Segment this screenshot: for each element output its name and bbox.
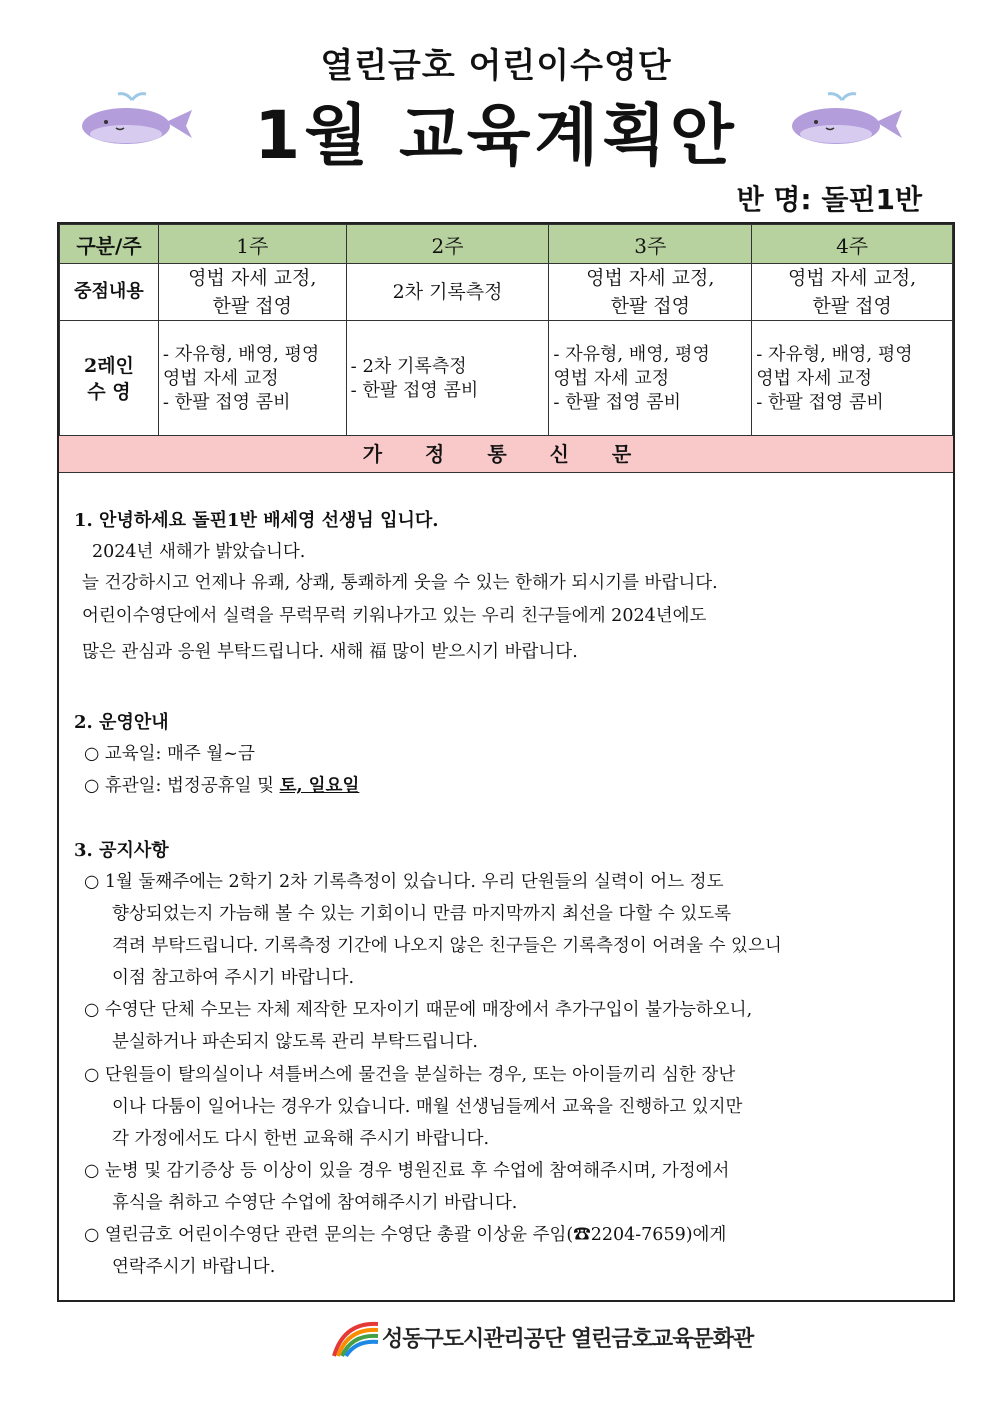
detail-text: - 자유형, 배영, 평영 영법 자세 교정 - 한팔 접영 콤비 [756,344,913,413]
education-plan-table [59,224,953,438]
paragraph-line: ○ 수영단 단체 수모는 자체 제작한 모자이기 때문에 매장에서 추가구입이 불가능하오니, [84,1000,753,1020]
footer-logo [330,1316,754,1360]
paragraph-line: 분실하거나 파손되지 않도록 관리 부탁드립니다. [112,1032,478,1052]
notice-title: 가 정 통 신 문 [59,435,953,473]
detail-cell [158,321,346,438]
rainbow-logo-icon [330,1316,380,1360]
header-cell: 구분/주 [60,225,159,264]
header-cell: 2주 [346,225,549,264]
paragraph-line: 이나 다툼이 일어나는 경우가 있습니다. 매월 선생님들께서 교육을 진행하고 있지만 [112,1097,743,1117]
paragraph-line: ○ 교육일: 매주 월~금 [84,744,255,764]
paragraph-line: 늘 건강하시고 언제나 유쾌, 상쾌, 통쾌하게 웃을 수 있는 한해가 되시기를 바랍니다. [82,573,718,593]
row-label: 2레인 수 영 [60,321,159,438]
subtitle: 열린금호 어린이수영단 [320,46,672,86]
detail-cell [549,321,752,438]
detail-text: - 2차 기록측정 - 한팔 접영 콤비 [350,356,479,401]
table-row [60,321,953,438]
organization-name: 성동구도시관리공단 열린금호교육문화관 [382,1327,754,1352]
paragraph-line: ○ 열린금호 어린이수영단 관련 문의는 수영단 총괄 이상윤 주임(☎2204-7659)에게 [84,1225,727,1245]
paragraph-line: ○ 단원들이 탈의실이나 셔틀버스에 물건을 분실하는 경우, 또는 아이들끼리 심한 장난 [84,1065,736,1085]
focus-cell: 2차 기록측정 [346,264,549,321]
focus-cell: 영법 자세 교정, 한팔 접영 [752,264,953,321]
paragraph-line: 어린이수영단에서 실력을 무럭무럭 키워나가고 있는 우리 친구들에게 2024년에도 [82,606,707,626]
closed-days-prefix: ○ 휴관일: 법정공휴일 및 [84,776,280,796]
paragraph-line: 많은 관심과 응원 부탁드립니다. 새해 福 많이 받으시기 바랍니다. [82,642,578,662]
section-heading: 2. 운영안내 [74,712,169,733]
section-heading: 3. 공지사항 [74,840,169,861]
paragraph-line: ○ 1월 둘째주에는 2학기 2차 기록측정이 있습니다. 우리 단원들의 실력이 어느 정도 [84,872,724,892]
header-cell: 3주 [549,225,752,264]
header-cell: 1주 [158,225,346,264]
class-name: 반 명: 돌핀1반 [736,183,922,216]
paragraph-line: 연락주시기 바랍니다. [112,1257,276,1277]
paragraph-line: 향상되었는지 가늠해 볼 수 있는 기회이니 만큼 마지막까지 최선을 다할 수 있도록 [112,904,732,924]
paragraph-line: ○ 눈병 및 감기증상 등 이상이 있을 경우 병원진료 후 수업에 참여해주시며, 가정에서 [84,1161,730,1181]
page-title: 1월 교육계획안 [254,97,738,174]
header-cell: 4주 [752,225,953,264]
paragraph-line: 2024년 새해가 밝았습니다. [92,542,306,562]
paragraph-line [84,772,359,797]
detail-text: - 자유형, 배영, 평영 영법 자세 교정 - 한팔 접영 콤비 [553,344,710,413]
paragraph-line: 격려 부탁드립니다. 기록측정 기간에 나오지 않은 친구들은 기록측정이 어려울 수 있으니 [112,936,782,956]
paragraph-line: 각 가정에서도 다시 한번 교육해 주시기 바랍니다. [112,1129,490,1149]
table-header-row [60,225,953,264]
closed-days-emphasis: 토, 일요일 [279,776,360,796]
focus-cell: 영법 자세 교정, 한팔 접영 [549,264,752,321]
section-heading: 1. 안녕하세요 돌핀1반 배세영 선생님 입니다. [74,510,439,531]
table-row [60,264,953,321]
paragraph-line: 휴식을 취하고 수영단 수업에 참여해주시기 바랍니다. [112,1193,518,1213]
row-label: 중점내용 [60,264,159,321]
detail-cell [346,321,549,438]
paragraph-line: 이점 참고하여 주시기 바랍니다. [112,968,355,988]
focus-cell: 영법 자세 교정, 한팔 접영 [158,264,346,321]
detail-text: - 자유형, 배영, 평영 영법 자세 교정 - 한팔 접영 콤비 [162,344,320,413]
detail-cell [752,321,953,438]
